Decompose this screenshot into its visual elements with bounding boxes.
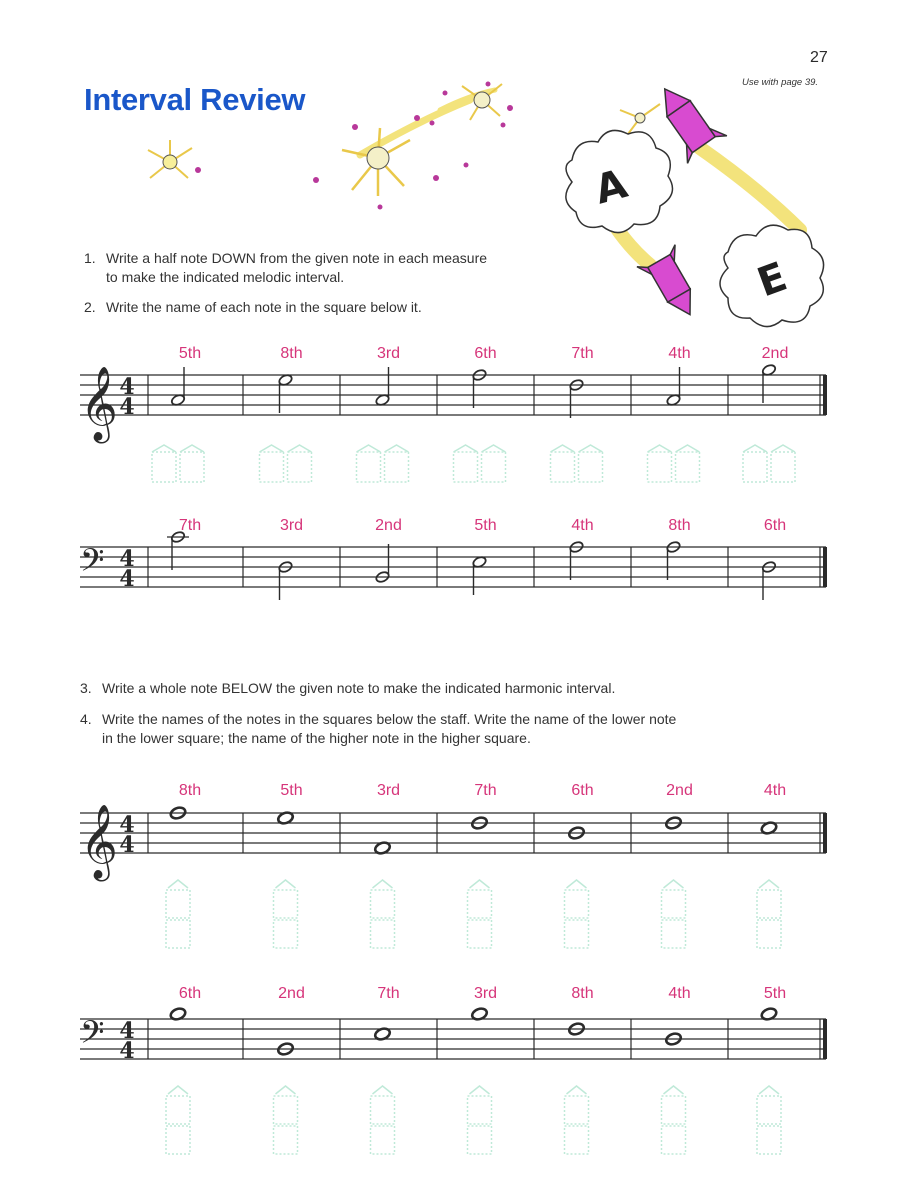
page-number: 27 — [810, 49, 828, 66]
answer-box[interactable] — [676, 452, 700, 482]
answer-box-cap — [567, 880, 587, 888]
answer-box-cap — [276, 880, 296, 888]
answer-box[interactable] — [357, 452, 381, 482]
answer-box-cap — [743, 445, 767, 452]
interval-label: 6th — [763, 517, 787, 534]
answer-box-cap — [664, 1086, 684, 1094]
interval-label: 4th — [668, 985, 691, 1002]
answer-box-high[interactable] — [274, 890, 298, 918]
answer-box-low[interactable] — [166, 1126, 190, 1154]
final-barline-thick — [823, 375, 827, 415]
bubble-letter-a: A — [590, 161, 632, 214]
time-signature-top: 4 — [119, 374, 135, 400]
instruction-text: Write a whole note BELOW the given note to make the indicated harmonic interval. — [102, 680, 616, 696]
answer-box-cap — [676, 445, 700, 452]
answer-box-high[interactable] — [757, 1096, 781, 1124]
interval-label: 7th — [571, 345, 594, 362]
time-signature-bottom: 4 — [119, 1038, 135, 1064]
answer-box-high[interactable] — [757, 890, 781, 918]
answer-box-cap — [648, 445, 672, 452]
answer-box[interactable] — [152, 452, 176, 482]
instruction-number: 1. — [84, 250, 96, 266]
staff-1 — [80, 345, 827, 482]
time-signature-top: 4 — [119, 1018, 135, 1044]
treble-clef-icon: 𝄞 — [80, 805, 118, 879]
answer-box-cap — [180, 445, 204, 452]
interval-label: 8th — [280, 345, 303, 362]
interval-label: 2nd — [761, 345, 789, 362]
answer-box-cap — [373, 1086, 393, 1094]
answer-box-cap — [152, 445, 176, 452]
answer-box[interactable] — [579, 452, 603, 482]
staff-4 — [80, 985, 827, 1154]
bass-clef-icon: 𝄢 — [80, 1014, 105, 1058]
answer-box-low[interactable] — [274, 1126, 298, 1154]
interval-label: 8th — [668, 517, 691, 534]
interval-label: 3rd — [279, 517, 304, 534]
answer-box[interactable] — [743, 452, 767, 482]
answer-box-low[interactable] — [371, 920, 395, 948]
answer-box-cap — [260, 445, 284, 452]
interval-label: 6th — [474, 345, 497, 362]
bass-clef-icon: 𝄢 — [80, 542, 105, 586]
answer-box-cap — [771, 445, 795, 452]
interval-label: 4th — [571, 517, 594, 534]
answer-box-high[interactable] — [166, 1096, 190, 1124]
interval-label: 7th — [377, 985, 400, 1002]
interval-label: 7th — [474, 782, 497, 799]
answer-box-low[interactable] — [274, 920, 298, 948]
interval-label: 6th — [178, 985, 202, 1002]
answer-box-low[interactable] — [468, 1126, 492, 1154]
answer-box-high[interactable] — [565, 1096, 589, 1124]
interval-label: 6th — [571, 782, 594, 799]
answer-box-cap — [759, 880, 779, 888]
answer-box-cap — [385, 445, 409, 452]
answer-box[interactable] — [288, 452, 312, 482]
answer-box[interactable] — [771, 452, 795, 482]
interval-label: 5th — [178, 345, 202, 362]
staff-3 — [80, 782, 827, 948]
answer-box-cap — [276, 1086, 296, 1094]
answer-box-cap — [454, 445, 478, 452]
interval-label: 7th — [178, 517, 202, 534]
page-title: Interval Review — [84, 82, 306, 117]
answer-box-cap — [567, 1086, 587, 1094]
time-signature-bottom: 4 — [119, 394, 135, 420]
interval-label: 4th — [668, 345, 691, 362]
answer-box-cap — [357, 445, 381, 452]
final-barline-thick — [823, 813, 827, 853]
answer-box-high[interactable] — [166, 890, 190, 918]
interval-label: 3rd — [376, 782, 401, 799]
time-signature-bottom: 4 — [119, 832, 135, 858]
instruction-text-continued: to make the indicated melodic interval. — [106, 269, 345, 285]
answer-box-low[interactable] — [166, 920, 190, 948]
answer-box-low[interactable] — [757, 1126, 781, 1154]
interval-label: 5th — [474, 517, 497, 534]
instruction-text: Write the names of the notes in the squares below the staff. Write the name of the lower note — [102, 711, 677, 727]
answer-box[interactable] — [180, 452, 204, 482]
time-signature-top: 4 — [119, 812, 135, 838]
answer-box-cap — [664, 880, 684, 888]
bubble-letter-e: E — [751, 253, 793, 307]
staff-2 — [80, 517, 827, 600]
answer-box-low[interactable] — [662, 920, 686, 948]
instruction-text: Write a half note DOWN from the given note in each measure — [106, 250, 488, 266]
interval-label: 8th — [178, 782, 202, 799]
answer-box[interactable] — [648, 452, 672, 482]
answer-box-cap — [168, 1086, 188, 1094]
answer-box[interactable] — [454, 452, 478, 482]
final-barline-thick — [823, 547, 827, 587]
answer-box-high[interactable] — [371, 1096, 395, 1124]
final-barline-thick — [823, 1019, 827, 1059]
answer-box-high[interactable] — [662, 890, 686, 918]
answer-box-high[interactable] — [468, 1096, 492, 1124]
interval-label: 2nd — [375, 517, 402, 534]
answer-box-high[interactable] — [371, 890, 395, 918]
answer-box-cap — [373, 880, 393, 888]
interval-label: 3rd — [473, 985, 498, 1002]
instruction-number: 3. — [80, 680, 92, 696]
interval-label: 2nd — [666, 782, 693, 799]
answer-box-cap — [482, 445, 506, 452]
use-with-note: Use with page 39. — [742, 77, 819, 88]
interval-label: 5th — [763, 985, 787, 1002]
answer-box-cap — [579, 445, 603, 452]
answer-box-cap — [168, 880, 188, 888]
interval-label: 2nd — [278, 985, 305, 1002]
answer-box[interactable] — [260, 452, 284, 482]
answer-box-cap — [470, 1086, 490, 1094]
answer-box[interactable] — [482, 452, 506, 482]
answer-box-low[interactable] — [757, 920, 781, 948]
answer-box-cap — [288, 445, 312, 452]
answer-box[interactable] — [551, 452, 575, 482]
interval-label: 8th — [571, 985, 594, 1002]
answer-box-cap — [551, 445, 575, 452]
answer-box-high[interactable] — [274, 1096, 298, 1124]
time-signature-bottom: 4 — [119, 566, 135, 592]
instruction-text-continued: in the lower square; the name of the higher note in the higher square. — [102, 730, 531, 746]
answer-box-low[interactable] — [565, 1126, 589, 1154]
answer-box-cap — [470, 880, 490, 888]
interval-label: 3rd — [376, 345, 401, 362]
answer-box-low[interactable] — [371, 1126, 395, 1154]
answer-box-low[interactable] — [662, 1126, 686, 1154]
answer-box-cap — [759, 1086, 779, 1094]
instruction-number: 4. — [80, 711, 92, 727]
answer-box-high[interactable] — [662, 1096, 686, 1124]
instruction-number: 2. — [84, 299, 96, 315]
answer-box-low[interactable] — [565, 920, 589, 948]
instruction-text: Write the name of each note in the square below it. — [106, 299, 422, 315]
answer-box-high[interactable] — [565, 890, 589, 918]
treble-clef-icon: 𝄞 — [80, 367, 118, 441]
interval-label: 5th — [280, 782, 303, 799]
answer-box[interactable] — [385, 452, 409, 482]
answer-box-low[interactable] — [468, 920, 492, 948]
time-signature-top: 4 — [119, 546, 135, 572]
interval-label: 4th — [763, 782, 787, 799]
answer-box-high[interactable] — [468, 890, 492, 918]
